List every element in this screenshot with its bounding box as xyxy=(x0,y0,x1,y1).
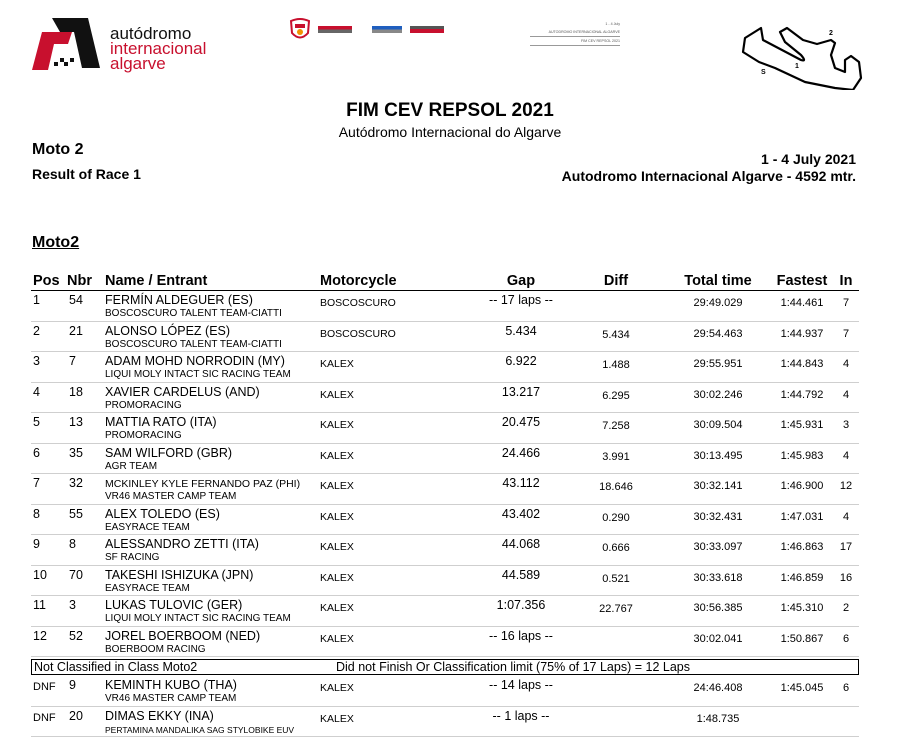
fastest-lap: 1:45.045 xyxy=(780,682,824,694)
logo-text-line3: algarve xyxy=(110,54,166,73)
diff: 3.991 xyxy=(602,450,630,463)
rider-name: LUKAS TULOVIC (GER) xyxy=(105,598,243,612)
total-time: 30:32.431 xyxy=(693,510,743,523)
not-classified-bar xyxy=(31,659,859,675)
track-label-s: S xyxy=(761,69,766,76)
gap: 44.068 xyxy=(501,537,541,551)
fastest-lap-in: 4 xyxy=(842,449,850,462)
gap: 6.922 xyxy=(505,354,537,368)
results-table xyxy=(31,272,859,737)
track-label-1: 1 xyxy=(795,63,799,70)
dnf-row xyxy=(31,707,859,738)
fastest-lap: 1:44.461 xyxy=(780,297,824,309)
dnf-row xyxy=(31,676,859,707)
motorcycle: KALEX xyxy=(320,571,354,584)
header-name: Name / Entrant xyxy=(105,273,208,289)
rider-name: FERMÍN ALDEGUER (ES) xyxy=(105,293,253,307)
circuit-logo xyxy=(30,8,226,78)
total-time: 30:09.504 xyxy=(693,419,743,431)
position: 1 xyxy=(33,293,40,307)
table-row xyxy=(31,596,859,627)
logo-text-line1: autódromo xyxy=(110,24,192,43)
cev-repsol-badge-icon xyxy=(288,18,312,42)
fastest-lap-in: 2 xyxy=(842,602,850,614)
rider-number: 55 xyxy=(69,506,83,521)
page-title: FIM CEV REPSOL 2021 xyxy=(346,100,554,121)
rider-number: 35 xyxy=(69,445,83,460)
fastest-lap-in: 16 xyxy=(839,571,853,584)
rider-name: XAVIER CARDELUS (AND) xyxy=(105,384,260,399)
diff: 0.666 xyxy=(602,542,630,554)
table-row xyxy=(31,413,859,444)
dnf-rows xyxy=(31,676,859,737)
event-dates: 1 - 4 July 2021 xyxy=(761,151,856,167)
motorcycle: KALEX xyxy=(320,510,354,523)
position: DNF xyxy=(33,711,56,724)
not-classified-note: Did not Finish Or Classification limit (75% of 17 Laps) = 12 Laps xyxy=(336,660,690,674)
position: 3 xyxy=(33,354,40,368)
rider-number: 70 xyxy=(69,567,83,582)
class-name: Moto 2 xyxy=(32,141,84,158)
rider-number: 8 xyxy=(69,537,76,551)
total-time: 29:54.463 xyxy=(693,327,743,340)
header-fastest: Fastest xyxy=(776,273,828,289)
fastest-lap: 1:45.310 xyxy=(780,602,824,614)
fastest-lap-in: 4 xyxy=(842,510,850,523)
team-name: AGR TEAM xyxy=(105,460,158,472)
fastest-lap: 1:44.843 xyxy=(780,358,824,370)
motorcycle: BOSCOSCURO xyxy=(320,297,396,309)
table-row xyxy=(31,627,859,658)
fastest-lap-in: 17 xyxy=(839,541,853,553)
gap: 24.466 xyxy=(501,445,541,460)
sponsor-logos xyxy=(288,18,458,42)
team-name: PERTAMINA MANDALIKA SAG STYLOBIKE EUV xyxy=(105,724,295,735)
diff: 0.521 xyxy=(602,572,630,585)
header-pos: Pos xyxy=(33,273,60,289)
fastest-lap-in: 4 xyxy=(842,388,850,401)
fastest-lap: 1:50.867 xyxy=(780,632,824,645)
diff: 0.290 xyxy=(602,511,630,524)
track-label-2: 2 xyxy=(829,30,833,37)
diff: 22.767 xyxy=(599,603,633,615)
position: 5 xyxy=(33,415,40,429)
rider-name: DIMAS EKKY (INA) xyxy=(105,708,214,723)
table-row xyxy=(31,383,859,414)
motorcycle: BOSCOSCURO xyxy=(320,327,396,340)
total-time: 1:48.735 xyxy=(696,712,740,725)
rider-name: SAM WILFORD (GBR) xyxy=(105,445,233,460)
rider-number: 13 xyxy=(69,415,83,429)
team-name: VR46 MASTER CAMP TEAM xyxy=(105,693,237,704)
track-map-icon xyxy=(735,10,875,90)
total-time: 30:02.041 xyxy=(693,632,743,645)
gap: 43.112 xyxy=(502,476,540,490)
fastest-lap: 1:46.863 xyxy=(780,541,824,553)
team-name: PROMORACING xyxy=(105,430,182,441)
position: DNF xyxy=(33,681,56,693)
team-name: SF RACING xyxy=(105,552,160,563)
team-name: LIQUI MOLY INTACT SIC RACING TEAM xyxy=(105,369,291,380)
motorcycle: KALEX xyxy=(320,419,354,431)
gap: 43.402 xyxy=(501,506,541,521)
rider-name: TAKESHI ISHIZUKA (JPN) xyxy=(105,567,254,582)
position: 7 xyxy=(33,476,40,490)
team-name: VR46 MASTER CAMP TEAM xyxy=(105,491,237,502)
fastest-lap: 1:44.792 xyxy=(780,388,824,401)
header-in: In xyxy=(839,273,853,289)
team-name: EASYRACE TEAM xyxy=(105,582,190,594)
table-row xyxy=(31,291,859,322)
fastest-lap: 1:45.983 xyxy=(780,449,824,462)
total-time: 30:13.495 xyxy=(693,449,743,462)
header-total-time: Total time xyxy=(684,273,752,289)
total-time: 29:49.029 xyxy=(693,297,743,309)
team-name: LIQUI MOLY INTACT SIC RACING TEAM xyxy=(105,613,291,624)
total-time: 30:02.246 xyxy=(693,388,743,401)
table-row xyxy=(31,535,859,566)
rider-name: ADAM MOHD NORRODIN (MY) xyxy=(105,354,285,368)
total-time: 30:56.385 xyxy=(693,602,743,614)
gap: -- 14 laps -- xyxy=(489,678,553,692)
rider-number: 18 xyxy=(69,384,83,399)
rider-name: ALEX TOLEDO (ES) xyxy=(105,506,220,521)
table-row xyxy=(31,505,859,536)
total-time: 30:32.141 xyxy=(693,480,743,492)
rider-name: ALESSANDRO ZETTI (ITA) xyxy=(105,537,259,551)
position: 2 xyxy=(33,323,40,338)
diff: 6.295 xyxy=(602,389,630,402)
position: 9 xyxy=(33,537,40,551)
mini-series: FIM CEV REPSOL 2021 xyxy=(530,37,620,46)
table-row xyxy=(31,444,859,475)
moto2-logo xyxy=(372,26,402,33)
motorcycle: KALEX xyxy=(320,632,354,645)
fastest-lap-in: 12 xyxy=(839,480,853,492)
gap: -- 16 laps -- xyxy=(489,628,553,643)
rider-number: 54 xyxy=(69,293,83,307)
rider-number: 7 xyxy=(69,354,76,368)
rider-number: 20 xyxy=(69,708,83,723)
motorcycle: KALEX xyxy=(320,449,354,462)
diff: 7.258 xyxy=(602,420,630,432)
classified-rows xyxy=(31,291,859,657)
section-heading: Moto2 xyxy=(32,234,80,251)
logo-text-line2: internacional xyxy=(110,39,207,58)
fastest-lap-in: 4 xyxy=(842,358,850,370)
total-time: 29:55.951 xyxy=(693,358,743,370)
motorcycle: KALEX xyxy=(320,541,354,553)
rider-number: 32 xyxy=(69,476,83,490)
fastest-lap-in: 7 xyxy=(842,327,850,340)
fastest-lap-in: 6 xyxy=(842,682,850,694)
position: 4 xyxy=(33,384,40,399)
gap: 20.475 xyxy=(501,415,541,429)
fastest-lap-in: 3 xyxy=(842,419,850,431)
team-name: EASYRACE TEAM xyxy=(105,521,190,533)
event-venue: Autodromo Internacional Algarve - 4592 mtr. xyxy=(561,168,856,184)
table-header xyxy=(31,272,859,291)
gap: 5.434 xyxy=(505,323,537,338)
team-name: BOERBOOM RACING xyxy=(105,643,206,655)
motorcycle: KALEX xyxy=(320,712,354,725)
fastest-lap: 1:46.900 xyxy=(780,480,824,492)
table-row xyxy=(31,352,859,383)
fastest-lap-in: 7 xyxy=(842,297,850,309)
rider-name: MCKINLEY KYLE FERNANDO PAZ (PHI) xyxy=(105,478,301,490)
motorcycle: KALEX xyxy=(320,480,354,492)
total-time: 24:46.408 xyxy=(693,682,743,694)
gap: 1:07.356 xyxy=(496,598,546,612)
not-classified-label: Not Classified in Class Moto2 xyxy=(34,660,198,674)
diff: 5.434 xyxy=(602,328,630,341)
mini-venue: AUTODROMO INTERNACIONAL ALGARVE xyxy=(530,28,620,37)
table-row xyxy=(31,474,859,505)
page-subtitle: Autódromo Internacional do Algarve xyxy=(338,124,562,140)
position: 10 xyxy=(33,567,47,582)
motorcycle: KALEX xyxy=(320,388,354,401)
rider-number: 9 xyxy=(69,678,76,692)
gap: 13.217 xyxy=(501,384,541,399)
header-gap: Gap xyxy=(506,273,536,289)
motorcycle: KALEX xyxy=(320,602,354,614)
autodromo-logo-icon xyxy=(30,8,110,78)
gap: 44.589 xyxy=(501,567,541,582)
total-time: 30:33.618 xyxy=(693,571,743,584)
race-name: Result of Race 1 xyxy=(32,166,141,182)
header-motorcycle: Motorcycle xyxy=(320,273,397,289)
motorcycle: KALEX xyxy=(320,358,354,370)
table-row xyxy=(31,566,859,597)
header-nbr: Nbr xyxy=(67,273,92,289)
fastest-lap: 1:47.031 xyxy=(780,510,824,523)
position: 11 xyxy=(33,598,46,612)
fastest-lap: 1:44.937 xyxy=(780,327,824,340)
table-row xyxy=(31,322,859,353)
rider-name: MATTIA RATO (ITA) xyxy=(105,415,217,429)
rider-number: 52 xyxy=(69,628,83,643)
position: 12 xyxy=(33,628,47,643)
team-name: BOSCOSCURO TALENT TEAM-CIATTI xyxy=(105,308,282,319)
diff: 1.488 xyxy=(602,359,630,371)
talent-cup-logo xyxy=(410,26,444,33)
mini-dates: 1 - 4 July xyxy=(605,22,620,26)
motorcycle: KALEX xyxy=(320,682,354,694)
rider-name: JOREL BOERBOOM (NED) xyxy=(105,628,261,643)
rider-number: 21 xyxy=(69,323,83,338)
moto3-logo xyxy=(318,26,352,33)
position: 8 xyxy=(33,506,40,521)
team-name: PROMORACING xyxy=(105,399,182,411)
rider-name: KEMINTH KUBO (THA) xyxy=(105,678,237,692)
fastest-lap: 1:46.859 xyxy=(780,571,824,584)
gap: -- 1 laps -- xyxy=(492,708,550,723)
diff: 18.646 xyxy=(599,481,633,493)
header-diff: Diff xyxy=(603,273,629,289)
position: 6 xyxy=(33,445,40,460)
team-name: BOSCOSCURO TALENT TEAM-CIATTI xyxy=(105,338,282,350)
gap: -- 17 laps -- xyxy=(489,293,553,307)
fastest-lap: 1:45.931 xyxy=(780,419,824,431)
rider-number: 3 xyxy=(69,598,76,612)
mini-event-info xyxy=(530,20,620,46)
fastest-lap-in: 6 xyxy=(842,632,850,645)
rider-name: ALONSO LÓPEZ (ES) xyxy=(105,323,231,338)
total-time: 30:33.097 xyxy=(693,541,743,553)
